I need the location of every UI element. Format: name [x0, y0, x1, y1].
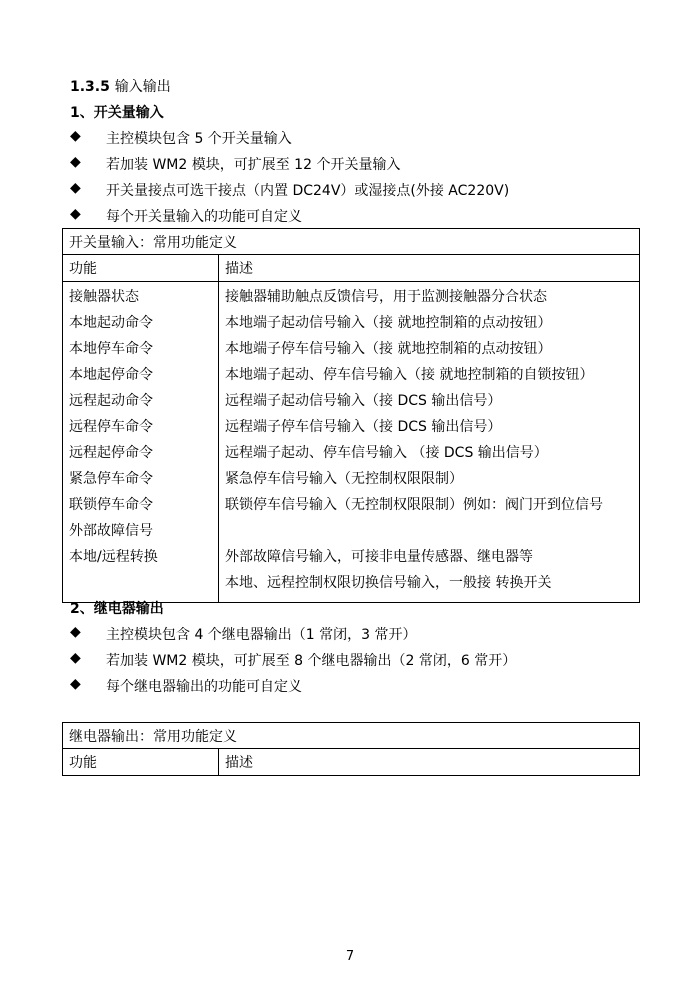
list-item [70, 624, 81, 640]
function-name: 联锁停车命令 [69, 497, 153, 513]
function-column-cell [63, 282, 219, 603]
list-item-text: 每个开关量输入的功能可自定义 [106, 209, 302, 225]
function-description: 远程端子停车信号输入（接 DCS 输出信号） [225, 419, 502, 435]
relay-output-heading: 2、继电器输出 [70, 601, 164, 617]
function-name: 本地起动命令 [69, 315, 153, 331]
function-name: 远程起停命令 [69, 445, 153, 461]
function-name: 本地/远程转换 [69, 549, 158, 565]
bullet-diamond-icon: ◆ [70, 676, 81, 692]
list-item [70, 676, 81, 692]
function-description: 本地端子起动、停车信号输入（接 就地控制箱的自锁按钮） [225, 367, 594, 383]
column-header-function: 功能 [63, 255, 219, 282]
list-item-text: 若加装 WM2 模块，可扩展至 8 个继电器输出（2 常闭，6 常开） [106, 653, 517, 669]
column-header-function: 功能 [63, 749, 219, 776]
function-description: 远程端子起动信号输入（接 DCS 输出信号） [225, 393, 502, 409]
function-name: 外部故障信号 [69, 523, 153, 539]
section-heading [70, 76, 171, 96]
page-number: 7 [345, 949, 355, 964]
function-name: 本地起停命令 [69, 367, 153, 383]
list-item [70, 650, 81, 666]
function-description: 远程端子起动、停车信号输入 （接 DCS 输出信号） [225, 445, 548, 461]
blank-line [69, 570, 212, 596]
function-description: 外部故障信号输入，可接非电量传感器、继电器等 [225, 549, 533, 565]
function-description: 本地端子起动信号输入（接 就地控制箱的点动按钮） [225, 315, 552, 331]
column-header-description: 描述 [219, 255, 640, 282]
table-title: 开关量输入：常用功能定义 [63, 229, 640, 255]
section-title: 输入输出 [114, 79, 171, 95]
list-item [70, 154, 81, 170]
function-description: 本地、远程控制权限切换信号输入，一般接 转换开关 [225, 575, 552, 591]
function-description: 紧急停车信号输入（无控制权限限制） [225, 471, 463, 487]
list-item [70, 206, 81, 222]
column-header-description: 描述 [219, 749, 640, 776]
digital-input-table [62, 228, 640, 603]
list-item-text: 每个继电器输出的功能可自定义 [106, 679, 302, 695]
list-item-text: 若加装 WM2 模块，可扩展至 12 个开关量输入 [106, 157, 401, 173]
function-name: 紧急停车命令 [69, 471, 153, 487]
bullet-diamond-icon: ◆ [70, 154, 81, 170]
bullet-diamond-icon: ◆ [70, 650, 81, 666]
list-item [70, 128, 81, 144]
bullet-diamond-icon: ◆ [70, 128, 81, 144]
bullet-diamond-icon: ◆ [70, 624, 81, 640]
list-item-text: 开关量接点可选干接点（内置 DC24V）或湿接点(外接 AC220V) [106, 183, 510, 199]
section-number: 1.3.5 [70, 79, 110, 95]
function-description: 接触器辅助触点反馈信号，用于监测接触器分合状态 [225, 289, 547, 305]
bullet-diamond-icon: ◆ [70, 206, 81, 222]
bullet-diamond-icon: ◆ [70, 180, 81, 196]
function-name: 接触器状态 [69, 289, 139, 305]
function-description: 本地端子停车信号输入（接 就地控制箱的点动按钮） [225, 341, 552, 357]
list-item [70, 180, 81, 196]
digital-input-heading: 1、开关量输入 [70, 105, 164, 121]
list-item-text: 主控模块包含 5 个开关量输入 [106, 131, 292, 147]
function-description: 联锁停车信号输入（无控制权限限制）例如：阀门开到位信号 [225, 497, 603, 513]
list-item-text: 主控模块包含 4 个继电器输出（1 常闭，3 常开） [106, 627, 417, 643]
function-name: 远程停车命令 [69, 419, 153, 435]
function-name: 本地停车命令 [69, 341, 153, 357]
table-title: 继电器输出：常用功能定义 [63, 723, 640, 749]
relay-output-table [62, 722, 640, 776]
description-column-cell [219, 282, 640, 603]
function-name: 远程起动命令 [69, 393, 153, 409]
